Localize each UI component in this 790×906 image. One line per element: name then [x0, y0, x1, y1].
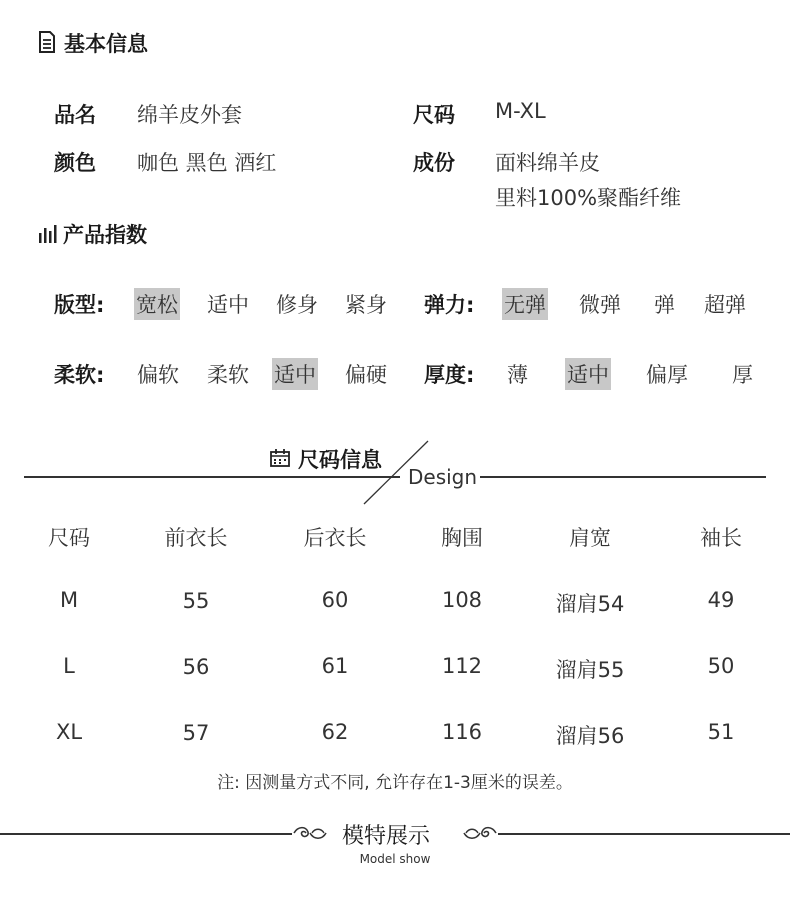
fit-option-slim: 修身 — [276, 293, 318, 317]
basic-info-title: 基本信息 — [64, 32, 148, 56]
cell-shoulder: 溜肩54 — [555, 592, 625, 616]
swirl-ornament-icon — [292, 824, 328, 842]
index-label-elasticity: 弹力: — [424, 293, 475, 317]
field-value-size: M-XL — [495, 99, 546, 123]
index-label-softness: 柔软: — [54, 363, 105, 387]
cell-sleeve: 50 — [707, 654, 735, 678]
swirl-ornament-icon — [462, 824, 498, 842]
softness-option-hard: 偏硬 — [345, 363, 387, 387]
cell-sleeve: 51 — [707, 720, 735, 744]
thickness-option-very-thick: 厚 — [732, 363, 753, 387]
thickness-option-thick: 偏厚 — [646, 363, 688, 387]
model-show-title: 模特展示 — [342, 824, 431, 849]
field-label-color: 颜色 — [54, 151, 96, 175]
elasticity-option-elastic: 弹 — [654, 293, 675, 317]
thickness-option-thin: 薄 — [507, 363, 528, 387]
cell-sleeve: 49 — [707, 588, 735, 612]
elasticity-option-none: 无弹 — [502, 288, 548, 320]
table-header-chest: 胸围 — [441, 526, 483, 550]
fit-option-tight: 紧身 — [345, 293, 387, 317]
document-icon — [38, 31, 56, 53]
size-info-title: 尺码信息 — [298, 448, 382, 472]
size-subtitle-design: Design — [408, 465, 478, 489]
table-header-sleeve: 袖长 — [700, 526, 742, 550]
cell-chest: 116 — [441, 720, 483, 744]
cell-back-length: 60 — [321, 588, 349, 612]
softness-option-soft: 偏软 — [137, 363, 179, 387]
table-header-size: 尺码 — [48, 526, 90, 550]
index-label-fit: 版型: — [54, 293, 105, 317]
size-divider-left — [24, 476, 400, 478]
cell-shoulder: 溜肩55 — [555, 658, 625, 682]
size-divider-right — [480, 476, 766, 478]
index-label-thickness: 厚度: — [424, 363, 475, 387]
fit-option-loose: 宽松 — [134, 288, 180, 320]
cell-shoulder: 溜肩56 — [555, 724, 625, 748]
elasticity-option-super: 超弹 — [704, 293, 746, 317]
cell-size: L — [63, 654, 75, 678]
model-show-subtitle: Model show — [359, 852, 431, 866]
field-label-name: 品名 — [54, 103, 96, 127]
field-value-color: 咖色 黑色 酒红 — [137, 151, 277, 175]
cell-chest: 112 — [441, 654, 483, 678]
measurement-note: 注: 因测量方式不同, 允许存在1-3厘米的误差。 — [217, 773, 573, 793]
field-label-material: 成份 — [413, 151, 455, 175]
thickness-option-medium: 适中 — [565, 358, 611, 390]
cell-front-length: 56 — [182, 655, 210, 679]
cell-chest: 108 — [441, 588, 483, 612]
table-header-front-length: 前衣长 — [164, 526, 228, 550]
field-value-name: 绵羊皮外套 — [137, 103, 242, 127]
cell-back-length: 62 — [321, 720, 349, 744]
softness-option-very-soft: 柔软 — [207, 363, 249, 387]
cell-front-length: 57 — [182, 721, 210, 745]
softness-option-medium: 适中 — [272, 358, 318, 390]
product-index-title: 产品指数 — [63, 223, 147, 247]
table-header-shoulder: 肩宽 — [569, 526, 611, 550]
model-divider-right — [498, 833, 790, 835]
model-divider-left — [0, 833, 292, 835]
field-label-size: 尺码 — [413, 103, 455, 127]
table-header-back-length: 后衣长 — [303, 526, 367, 550]
bar-chart-icon — [39, 225, 58, 243]
elasticity-option-slight: 微弹 — [579, 293, 621, 317]
calendar-icon — [270, 449, 290, 467]
fit-option-medium: 适中 — [207, 293, 249, 317]
field-value-material-outer: 面料绵羊皮 — [495, 151, 600, 175]
cell-size: M — [59, 588, 79, 612]
field-value-material-lining: 里料100%聚酯纤维 — [495, 186, 682, 210]
cell-size: XL — [55, 720, 83, 744]
cell-back-length: 61 — [321, 654, 349, 678]
cell-front-length: 55 — [182, 589, 210, 613]
